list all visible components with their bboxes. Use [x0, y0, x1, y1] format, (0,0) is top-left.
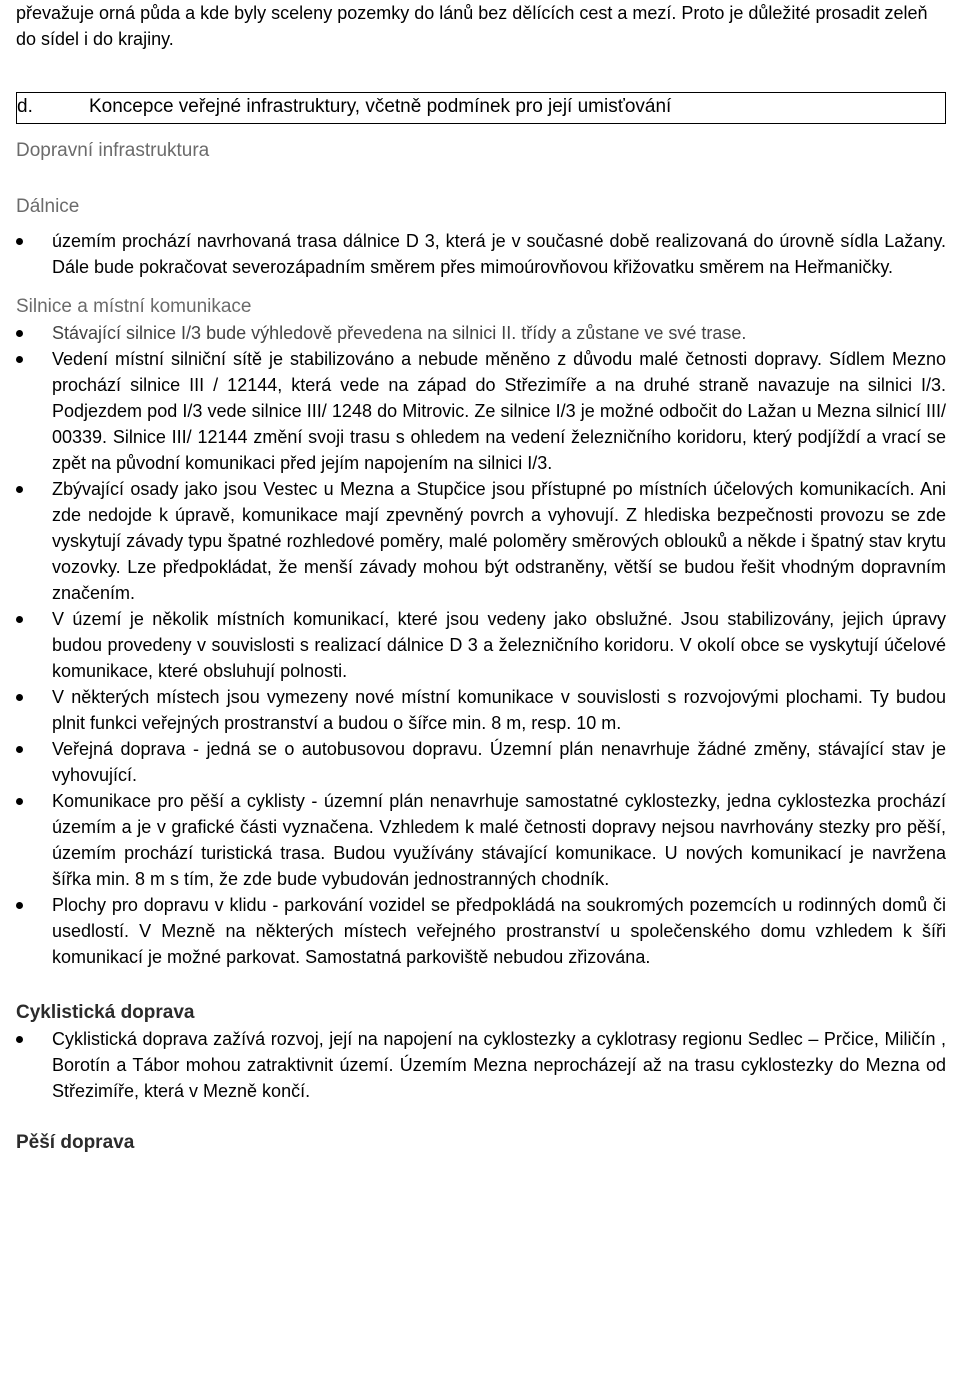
bullet-icon [16, 330, 23, 337]
bullet-icon [16, 902, 23, 909]
list-item: Stávající silnice I/3 bude výhledově převedena na silnici II. třídy a zůstane ve své trase. [16, 320, 946, 346]
bullet-icon [16, 356, 23, 363]
cyklisticka-heading: Cyklistická doprava [16, 1002, 195, 1023]
silnice-list [16, 320, 946, 970]
bullet-icon [16, 1036, 23, 1043]
bullet-icon [16, 616, 23, 623]
list-item: V některých místech jsou vymezeny nové místní komunikace v souvislosti s rozvojovými plochami. Ty budou plnit funkci veřejných prostranství a budou o šířce min. 8 m, resp. 10 m. [16, 684, 946, 736]
bullet-icon [16, 798, 23, 805]
document-page [16, 0, 946, 1156]
list-item: V území je několik místních komunikací, které jsou vedeny jako obslužné. Jsou stabilizovány, jejich úpravy budou provedeny v souvislosti s realizací dálnice D 3 a železničního koridoru. V okolí obce se vyskytují účelové komunikace, které obsluhují polnosti. [16, 606, 946, 684]
list-item: Vedení místní silniční sítě je stabilizováno a nebude měněno z důvodu malé četnosti dopravy. Sídlem Mezno prochází silnice III / 12144, která vede na západ do Střezimíře a na druhé straně navazuje na silnici I/3. Podjezdem pod I/3 vede silnice III/ 1248 do Mitrovic. Ze silnice I/3 je možné odbočit do Lažan u Mezna silnicí III/ 00339. Silnice III/ 12144 změní svoji trasu s ohledem na vedení železničního koridoru, který podjíždí a vrací se zpět na původní komunikaci před jejím napojením na silnici I/3. [16, 346, 946, 476]
list-item: Zbývající osady jako jsou Vestec u Mezna a Stupčice jsou přístupné po místních účelových komunikacích. Ani zde nedojde k úpravě, komunikace mají zpevněný povrch a vyhovují. Z hlediska bezpečnosti provozu se zde vyskytují závady typu špatné rozhledové poměry, malé poloměry směrových oblouků a někde i špatný stav krytu vozovky. Lze předpokládat, že menší závady mohou být odstraněny, větší se budou řešit vhodným dopravním značením. [16, 476, 946, 606]
section-title: Koncepce veřejné infrastruktury, včetně podmínek pro její umisťování [89, 96, 672, 117]
intro-paragraph: převažuje orná půda a kde byly sceleny pozemky do lánů bez dělících cest a mezí. Proto je důležité prosadit zeleň do sídel i do krajiny. [16, 3, 928, 49]
bullet-icon [16, 486, 23, 493]
bullet-icon [16, 694, 23, 701]
subsection-title: Dopravní infrastruktura [16, 140, 210, 161]
dalnice-heading: Dálnice [16, 196, 80, 217]
silnice-heading: Silnice a místní komunikace [16, 296, 252, 317]
section-title-box [16, 92, 946, 124]
pesi-heading: Pěší doprava [16, 1132, 135, 1153]
dalnice-list [16, 228, 946, 280]
list-item: Veřejná doprava - jedná se o autobusovou dopravu. Územní plán nenavrhuje žádné změny, stávající stav je vyhovující. [16, 736, 946, 788]
list-item: Cyklistická doprava zažívá rozvoj, její na napojení na cyklostezky a cyklotrasy regionu Sedlec – Prčice, Miličín , Borotín a Tábor mohou zatraktivnit území. Územím Mezna neprocházejí až na trasu cyklostezky do Mezna od Střezimíře, která v Mezně končí. [16, 1026, 946, 1104]
bullet-icon [16, 746, 23, 753]
list-item: Komunikace pro pěší a cyklisty - územní plán nenavrhuje samostatné cyklostezky, jedna cyklostezka prochází územím a je v grafické části vyznačena. Vzhledem k malé četnosti dopravy nejsou navrhovány stezky pro pěší, územím prochází turistická trasa. Budou využívány stávající komunikace. U nových komunikací je navržena šířka min. 8 m s tím, že zde bude vybudován jednostranných chodník. [16, 788, 946, 892]
cyklisticka-list [16, 1026, 946, 1104]
section-number: d. [17, 96, 33, 117]
bullet-icon [16, 238, 23, 245]
list-item: Plochy pro dopravu v klidu - parkování vozidel se předpokládá na soukromých pozemcích u rodinných domů či usedlostí. V Mezně na některých místech veřejného prostranství u společenského domu vzhledem k šíři komunikací je možné parkovat. Samostatná parkoviště nebudou zřizována. [16, 892, 946, 970]
list-item: územím prochází navrhovaná trasa dálnice D 3, která je v současné době realizovaná do úrovně sídla Lažany. Dále bude pokračovat severozápadním směrem přes mimoúrovňovou křižovatku směrem na Heřmaničky. [16, 228, 946, 280]
